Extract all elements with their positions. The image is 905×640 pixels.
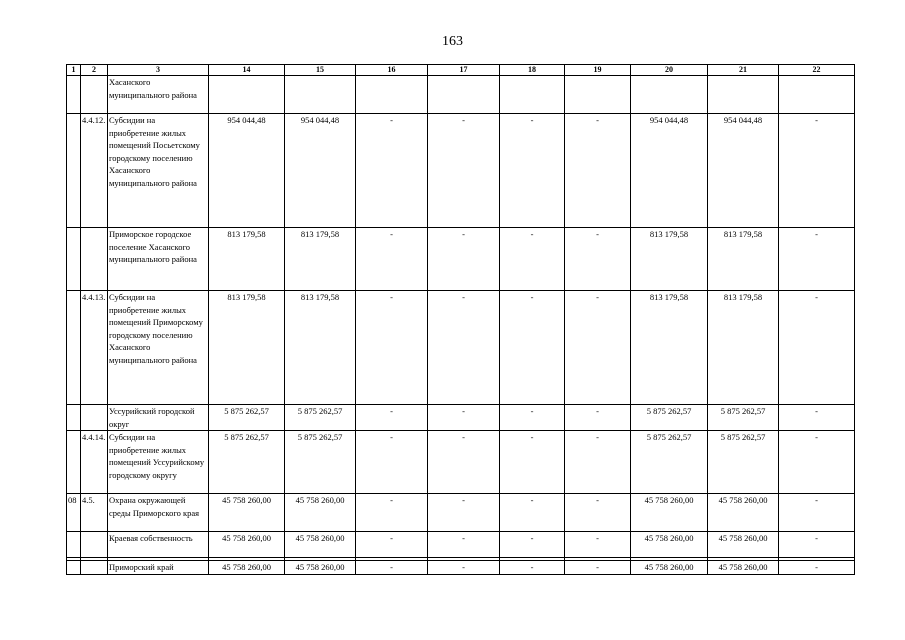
value-col-20: 954 044,48: [631, 114, 708, 228]
value-col-14: 45 758 260,00: [209, 532, 285, 558]
value-col-21: 45 758 260,00: [708, 561, 779, 575]
value-col-18: -: [500, 114, 565, 228]
value-col-19: [565, 76, 631, 114]
value-col-16: -: [356, 494, 428, 532]
table-row: [67, 532, 855, 558]
row-code-cell: [67, 76, 81, 114]
row-code-cell: [67, 431, 81, 494]
header-cell: 18: [500, 65, 565, 76]
value-col-18: -: [500, 405, 565, 431]
value-col-14: [209, 76, 285, 114]
subsection-number-cell: 4.4.12.: [81, 114, 108, 228]
table-row: [67, 228, 855, 291]
value-col-22: -: [779, 431, 855, 494]
item-name-cell: Субсидии на приобретение жилых помещений Уссурийскому городскому округу: [108, 431, 209, 494]
header-cell: 2: [81, 65, 108, 76]
value-col-22: -: [779, 494, 855, 532]
value-col-22: -: [779, 405, 855, 431]
row-code-cell: 08: [67, 494, 81, 532]
value-col-16: -: [356, 561, 428, 575]
row-code-cell: [67, 405, 81, 431]
value-col-17: [428, 76, 500, 114]
value-col-15: 45 758 260,00: [285, 532, 356, 558]
item-name-cell: Приморский край: [108, 561, 209, 575]
subsection-number-cell: 4.4.13.: [81, 291, 108, 405]
subsection-number-cell: [81, 76, 108, 114]
value-col-14: 5 875 262,57: [209, 405, 285, 431]
header-cell: 20: [631, 65, 708, 76]
subsection-number-cell: [81, 561, 108, 575]
table-row: [67, 431, 855, 494]
header-cell: 22: [779, 65, 855, 76]
header-cell: 14: [209, 65, 285, 76]
subsection-number-cell: 4.5.: [81, 494, 108, 532]
item-name-cell: Уссурийский городской округ: [108, 405, 209, 431]
value-col-20: 45 758 260,00: [631, 561, 708, 575]
value-col-19: -: [565, 431, 631, 494]
value-col-17: -: [428, 532, 500, 558]
value-col-22: -: [779, 114, 855, 228]
value-col-19: -: [565, 561, 631, 575]
value-col-17: -: [428, 405, 500, 431]
value-col-14: 5 875 262,57: [209, 431, 285, 494]
item-name-cell: Субсидии на приобретение жилых помещений Приморскому городскому поселению Хасанского муниципального района: [108, 291, 209, 405]
value-col-16: -: [356, 431, 428, 494]
value-col-15: [285, 76, 356, 114]
row-code-cell: [67, 291, 81, 405]
value-col-15: 954 044,48: [285, 114, 356, 228]
value-col-21: [708, 76, 779, 114]
value-col-18: -: [500, 532, 565, 558]
value-col-15: 813 179,58: [285, 228, 356, 291]
value-col-20: 45 758 260,00: [631, 494, 708, 532]
subsection-number-cell: [81, 228, 108, 291]
value-col-19: -: [565, 114, 631, 228]
subsection-number-cell: [81, 532, 108, 558]
value-col-18: [500, 76, 565, 114]
value-col-22: [779, 76, 855, 114]
value-col-17: -: [428, 431, 500, 494]
subsection-number-cell: [81, 405, 108, 431]
value-col-17: -: [428, 228, 500, 291]
item-name-cell: Краевая собственность: [108, 532, 209, 558]
value-col-14: 45 758 260,00: [209, 494, 285, 532]
table-row: [67, 494, 855, 532]
value-col-20: 45 758 260,00: [631, 532, 708, 558]
value-col-21: 5 875 262,57: [708, 405, 779, 431]
table-row: [67, 405, 855, 431]
value-col-19: -: [565, 405, 631, 431]
item-name-cell: Хасанского муниципального района: [108, 76, 209, 114]
value-col-15: 45 758 260,00: [285, 494, 356, 532]
value-col-14: 954 044,48: [209, 114, 285, 228]
header-cell: 3: [108, 65, 209, 76]
row-code-cell: [67, 532, 81, 558]
table-row: [67, 291, 855, 405]
value-col-16: -: [356, 405, 428, 431]
value-col-18: -: [500, 431, 565, 494]
row-code-cell: [67, 114, 81, 228]
value-col-17: -: [428, 561, 500, 575]
value-col-20: 813 179,58: [631, 228, 708, 291]
table-row: [67, 114, 855, 228]
value-col-19: -: [565, 291, 631, 405]
value-col-20: 5 875 262,57: [631, 405, 708, 431]
value-col-20: [631, 76, 708, 114]
value-col-16: [356, 76, 428, 114]
value-col-22: -: [779, 532, 855, 558]
row-code-cell: [67, 561, 81, 575]
value-col-15: 5 875 262,57: [285, 431, 356, 494]
value-col-16: -: [356, 114, 428, 228]
value-col-21: 45 758 260,00: [708, 532, 779, 558]
item-name-cell: Охрана окружающей среды Приморского края: [108, 494, 209, 532]
value-col-22: -: [779, 561, 855, 575]
value-col-19: -: [565, 532, 631, 558]
table-row: [67, 561, 855, 575]
value-col-21: 813 179,58: [708, 228, 779, 291]
value-col-17: -: [428, 114, 500, 228]
header-cell: 17: [428, 65, 500, 76]
value-col-19: -: [565, 228, 631, 291]
item-name-cell: Субсидии на приобретение жилых помещений Посьетскому городскому поселению Хасанского муниципального района: [108, 114, 209, 228]
value-col-18: -: [500, 228, 565, 291]
budget-table: [66, 64, 855, 575]
value-col-18: -: [500, 561, 565, 575]
value-col-19: -: [565, 494, 631, 532]
value-col-14: 813 179,58: [209, 291, 285, 405]
header-cell: 21: [708, 65, 779, 76]
value-col-21: 45 758 260,00: [708, 494, 779, 532]
header-cell: 19: [565, 65, 631, 76]
value-col-15: 813 179,58: [285, 291, 356, 405]
value-col-17: -: [428, 494, 500, 532]
value-col-17: -: [428, 291, 500, 405]
value-col-20: 813 179,58: [631, 291, 708, 405]
header-cell: 1: [67, 65, 81, 76]
value-col-21: 954 044,48: [708, 114, 779, 228]
value-col-21: 813 179,58: [708, 291, 779, 405]
value-col-20: 5 875 262,57: [631, 431, 708, 494]
value-col-16: -: [356, 532, 428, 558]
table-body: [67, 76, 855, 575]
table-row: [67, 76, 855, 114]
value-col-16: -: [356, 291, 428, 405]
value-col-14: 813 179,58: [209, 228, 285, 291]
value-col-18: -: [500, 291, 565, 405]
row-code-cell: [67, 228, 81, 291]
subsection-number-cell: 4.4.14.: [81, 431, 108, 494]
header-cell: 15: [285, 65, 356, 76]
value-col-21: 5 875 262,57: [708, 431, 779, 494]
item-name-cell: Приморское городское поселение Хасанского муниципального района: [108, 228, 209, 291]
page-number: 163: [442, 34, 463, 49]
value-col-16: -: [356, 228, 428, 291]
header-row: [67, 65, 855, 76]
value-col-22: -: [779, 228, 855, 291]
value-col-22: -: [779, 291, 855, 405]
header-cell: 16: [356, 65, 428, 76]
value-col-15: 5 875 262,57: [285, 405, 356, 431]
value-col-18: -: [500, 494, 565, 532]
value-col-14: 45 758 260,00: [209, 561, 285, 575]
value-col-15: 45 758 260,00: [285, 561, 356, 575]
